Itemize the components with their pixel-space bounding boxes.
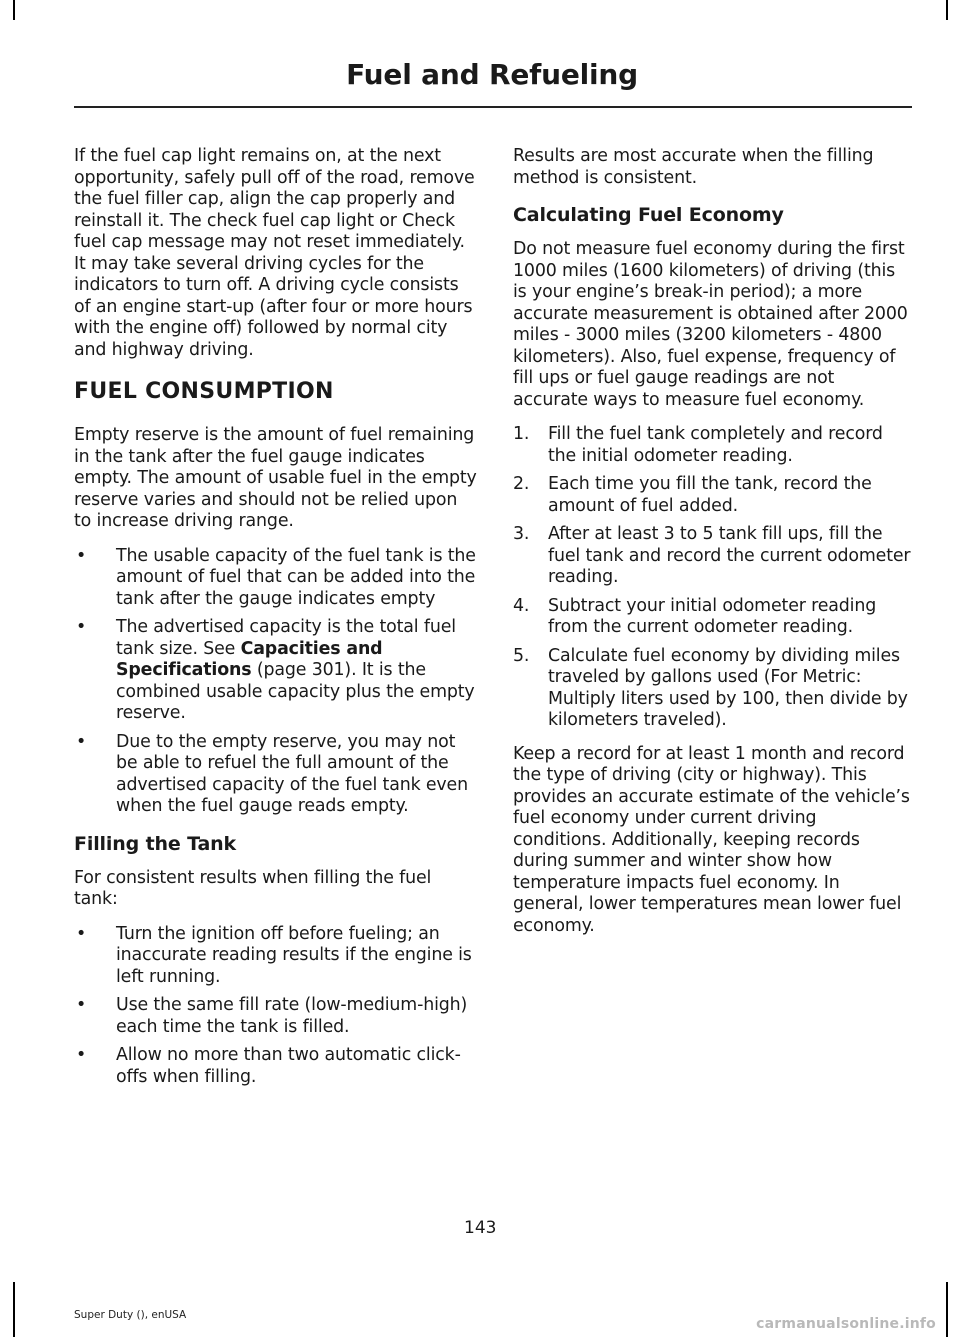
capacity-bullet-list [74, 546, 478, 818]
header-divider [74, 106, 912, 108]
filling-bullet-list [74, 924, 478, 1089]
bullet-marker: • [76, 1045, 87, 1065]
bullet-marker: • [76, 545, 87, 566]
list-item: 4. Subtract your initial odometer reading from the current odometer reading. [513, 595, 877, 637]
list-item: 3. After at least 3 to 5 tank fill ups, fill the fuel tank and record the current odometer reading. [513, 524, 911, 587]
list-item: 2. Each time you fill the tank, record the amount of fuel added. [513, 474, 872, 516]
bullet-marker: • [76, 731, 87, 752]
page-number: 143 [464, 1218, 497, 1238]
step-number: 1. [513, 424, 530, 444]
list-item: • The advertised capacity is the total fuel tank size. See Capacities and Specifications (page 301). It is the combined usable capacity plus the empty reserve. [76, 617, 475, 723]
page-header-title: Fuel and Refueling [346, 58, 638, 91]
crop-mark-bottom-right [946, 1282, 948, 1337]
list-item: • Turn the ignition off before fueling; an inaccurate reading results if the engine is left running. [76, 923, 472, 987]
left-column [74, 146, 478, 1100]
section-heading-fuel-consumption: FUEL CONSUMPTION [74, 379, 334, 404]
footer-edition: Super Duty (), enUSA [74, 1309, 187, 1321]
step-number: 4. [513, 595, 530, 616]
list-item: • Allow no more than two automatic click-offs when filling. [76, 1045, 461, 1087]
capacities-specifications-link[interactable]: Capacities and Specifications [116, 638, 383, 680]
calculation-steps-list [513, 424, 913, 732]
watermark: carmanualsonline.info [756, 1316, 936, 1332]
bullet-marker: • [76, 995, 87, 1015]
crop-mark-top-left [13, 0, 15, 20]
right-column [513, 146, 913, 950]
bullet-marker: • [76, 617, 87, 637]
list-item: 5. Calculate fuel economy by dividing miles traveled by gallons used (For Metric: Multiply liters used by 100, then divide by kilometers traveled). [513, 645, 908, 730]
bullet-marker: • [76, 923, 87, 944]
list-item: 1. Fill the fuel tank completely and record the initial odometer reading. [513, 424, 883, 466]
fuel-cap-paragraph: If the fuel cap light remains on, at the next opportunity, safely pull off of the road, remove the fuel filler cap, align the cap properly and reinstall it. The check fuel cap light or Check fuel cap message may not reset immediately. It may take several driving cycles for the indicators to turn off. A driving cycle consists of an engine start-up (after four or more hours with the engine off) followed by normal city and highway driving. [74, 146, 475, 360]
consistency-paragraph: Results are most accurate when the filling method is consistent. [513, 146, 874, 188]
subheading-calculating-fuel-economy: Calculating Fuel Economy [513, 204, 784, 226]
step-number: 2. [513, 474, 530, 494]
list-item: • Use the same fill rate (low-medium-high) each time the tank is filled. [76, 995, 468, 1037]
subheading-filling-the-tank: Filling the Tank [74, 832, 236, 855]
crop-mark-top-right [946, 0, 948, 20]
crop-mark-bottom-left [13, 1282, 15, 1337]
filling-intro-paragraph: For consistent results when filling the fuel tank: [74, 867, 432, 909]
calc-intro-paragraph: Do not measure fuel economy during the first 1000 miles (1600 kilometers) of driving (this is your engine’s break-in period); a more accurate measurement is obtained after 2000 miles - 3000 miles (3200 kilometers - 4800 kilometers). Also, fuel expense, frequency of fill ups or fuel gauge readings are not accurate ways to measure fuel economy. [513, 239, 908, 410]
list-item: • The usable capacity of the fuel tank is the amount of fuel that can be added into the tank after the gauge indicates empty [76, 545, 476, 609]
empty-reserve-paragraph: Empty reserve is the amount of fuel remaining in the tank after the fuel gauge indicates empty. The amount of usable fuel in the empty reserve varies and should not be relied upon to increase driving range. [74, 425, 477, 531]
step-number: 3. [513, 524, 530, 544]
list-item: • Due to the empty reserve, you may not be able to refuel the full amount of the advertised capacity of the fuel tank even when the fuel gauge reads empty. [76, 731, 468, 816]
step-number: 5. [513, 645, 530, 666]
record-keeping-paragraph: Keep a record for at least 1 month and record the type of driving (city or highway). This provides an accurate estimate of the vehicle’s fuel economy under current driving conditions. Additionally, keeping records during summer and winter show how temperature impacts fuel economy. In general, lower temperatures mean lower fuel economy. [513, 743, 910, 936]
